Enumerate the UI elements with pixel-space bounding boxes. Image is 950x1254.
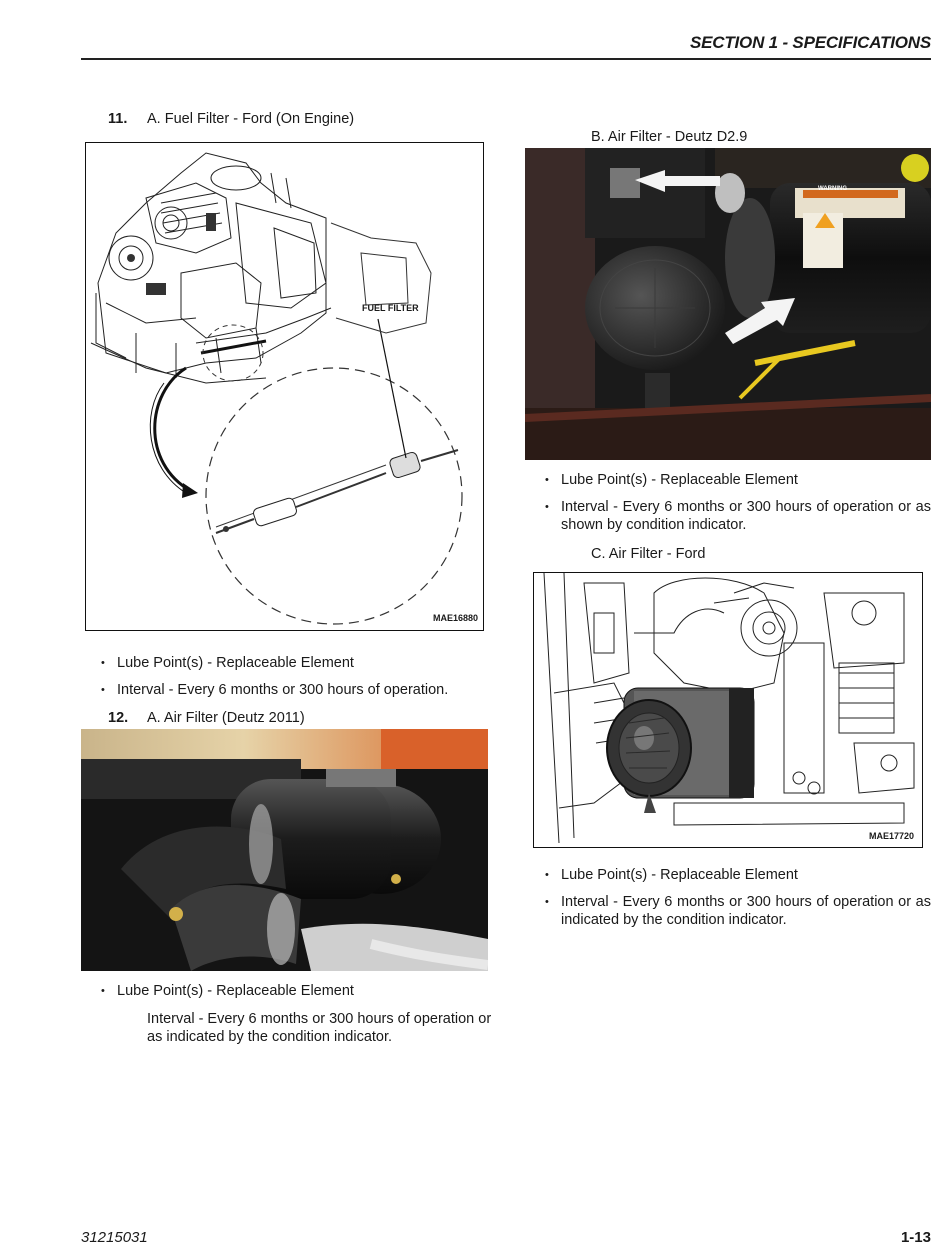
item-c-bullet-lube: • Lube Point(s) - Replaceable Element xyxy=(561,866,798,884)
document-number: 31215031 xyxy=(81,1229,148,1246)
item-11-number: 11. xyxy=(108,111,128,127)
item-11-bullet-lube: • Lube Point(s) - Replaceable Element xyxy=(117,654,354,672)
section-title: SECTION 1 - SPECIFICATIONS xyxy=(689,33,931,52)
air-filter-deutz-2011-photo xyxy=(81,729,488,971)
item-b-bullet-lube: • Lube Point(s) - Replaceable Element xyxy=(561,471,798,489)
header-rule xyxy=(81,58,931,60)
item-b-title: B. Air Filter - Deutz D2.9 xyxy=(591,129,748,145)
item-12-interval-note: Interval - Every 6 months or 300 hours of operation or as indicated by the condition indicator. xyxy=(147,1011,492,1045)
item-c-bullet-interval: • Interval - Every 6 months or 300 hours of operation or as indicated by the condition indicator. xyxy=(561,893,931,929)
item-12-number: 12. xyxy=(108,710,129,726)
item-b-bullet-interval: • Interval - Every 6 months or 300 hours of operation or as shown by condition indicator. xyxy=(561,498,931,534)
figure-code-mae17720: MAE17720 xyxy=(869,831,915,841)
fuel-filter-figure xyxy=(85,142,484,631)
fuel-filter-drawing xyxy=(86,143,482,629)
figure-code-mae16880: MAE16880 xyxy=(433,613,479,623)
air-filter-deutz-d29-photo xyxy=(525,148,931,460)
item-12-title: A. Air Filter (Deutz 2011) xyxy=(147,710,305,726)
item-11-bullet-interval: • Interval - Every 6 months or 300 hours of operation. xyxy=(117,681,448,699)
item-12-bullet-lube: • Lube Point(s) - Replaceable Element xyxy=(117,982,354,1000)
page-number: 1-13 xyxy=(900,1229,931,1246)
air-filter-ford-figure xyxy=(533,572,923,848)
warning-decal-text: WARNING xyxy=(818,186,847,192)
item-c-title: C. Air Filter - Ford xyxy=(591,546,706,562)
fuel-filter-callout: FUEL FILTER xyxy=(362,303,419,313)
item-11-title: A. Fuel Filter - Ford (On Engine) xyxy=(147,111,355,127)
